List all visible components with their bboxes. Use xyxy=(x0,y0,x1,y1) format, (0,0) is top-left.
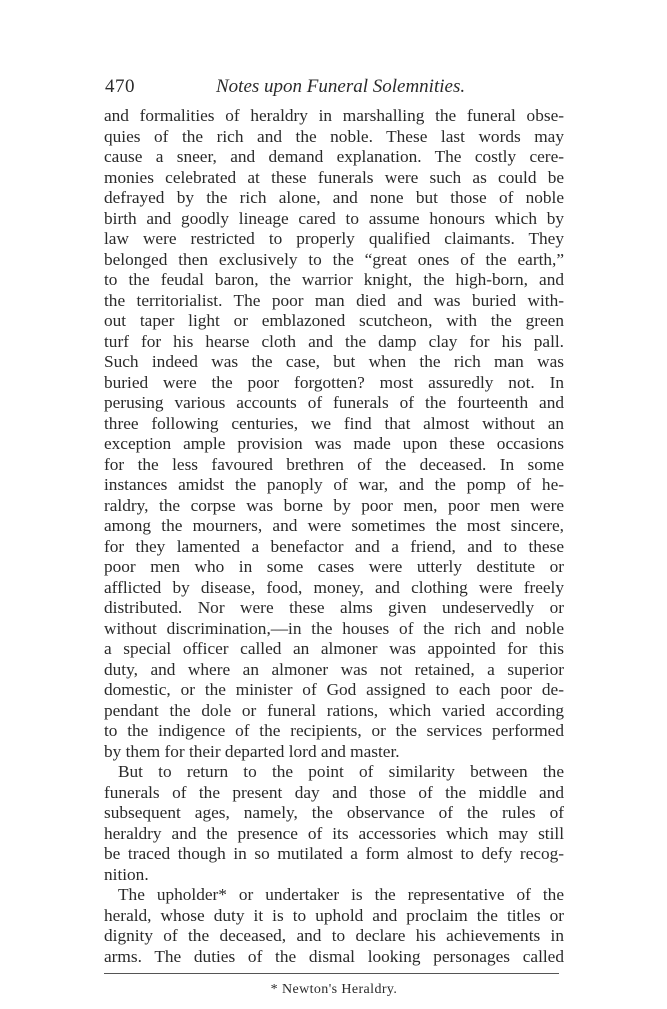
text-line: without discrimination,—in the houses of the rich and noble xyxy=(104,618,564,638)
text-line: distributed. Nor were these alms given undeservedly or xyxy=(104,598,564,617)
text-line: by them for their departed lord and master. xyxy=(104,741,400,761)
text-line: among the mourners, and were sometimes the most sincere, xyxy=(104,516,564,535)
text-line: for they lamented a benefactor and a friend, and to these xyxy=(104,536,564,556)
text-line: raldry, the corpse was borne by poor men, poor men were xyxy=(104,495,564,515)
text-line: belonged then exclusively to the “great ones of the earth,” xyxy=(104,249,564,269)
text-line: perusing various accounts of funerals of the fourteenth and xyxy=(104,393,564,412)
text-line: to the indigence of the recipients, or the services performed xyxy=(104,721,564,740)
text-line: domestic, or the minister of God assigned to each poor de- xyxy=(104,680,564,699)
text-line: arms. The duties of the dismal looking personages called xyxy=(104,946,564,966)
footnote-divider xyxy=(104,973,559,974)
text-line: duty, and where an almoner was not retained, a superior xyxy=(104,659,564,679)
text-line: But to return to the point of similarity between the xyxy=(118,762,564,781)
text-line: funerals of the present day and those of the middle and xyxy=(104,782,564,802)
running-title: Notes upon Funeral Solemnities. xyxy=(216,76,466,97)
text-line: herald, whose duty it is to uphold and proclaim the titles or xyxy=(104,905,564,925)
text-line: law were restricted to properly qualified claimants. They xyxy=(104,229,564,248)
text-line: subsequent ages, namely, the observance of the rules of xyxy=(104,803,564,822)
page-header xyxy=(104,76,564,106)
text-line: nition. xyxy=(104,864,149,884)
text-line: poor men who in some cases were utterly destitute or xyxy=(104,557,564,576)
text-line: instances amidst the panoply of war, and the pomp of he- xyxy=(104,475,564,494)
text-line: and formalities of heraldry in marshalling the funeral obse- xyxy=(104,106,564,125)
text-line: dignity of the deceased, and to declare his achievements in xyxy=(104,926,564,945)
text-line: birth and goodly lineage cared to assume honours which by xyxy=(104,208,564,228)
text-line: The upholder* or undertaker is the representative of the xyxy=(118,885,564,904)
text-line: afflicted by disease, food, money, and clothing were freely xyxy=(104,577,564,597)
text-line: three following centuries, we find that almost without an xyxy=(104,413,564,433)
text-line: quies of the rich and the noble. These last words may xyxy=(104,126,564,146)
text-line: pendant the dole or funeral rations, which varied according xyxy=(104,700,564,720)
text-line: heraldry and the presence of its accessories which may still xyxy=(104,823,564,843)
body-text xyxy=(104,106,564,967)
text-line: to the feudal baron, the warrior knight, the high-born, and xyxy=(104,270,564,289)
book-page xyxy=(104,76,564,998)
text-line: exception ample provision was made upon these occasions xyxy=(104,434,564,453)
text-line: cause a sneer, and demand explanation. The costly cere- xyxy=(104,147,564,166)
footnote: * Newton's Heraldry. xyxy=(270,982,398,997)
text-line: the territorialist. The poor man died and was buried with- xyxy=(104,290,564,310)
text-line: monies celebrated at these funerals were such as could be xyxy=(104,167,564,187)
text-line: defrayed by the rich alone, and none but those of noble xyxy=(104,188,564,207)
text-line: for the less favoured brethren of the deceased. In some xyxy=(104,454,564,474)
text-line: turf for his hearse cloth and the damp clay for his pall. xyxy=(104,331,564,351)
text-line: buried were the poor forgotten? most assuredly not. In xyxy=(104,372,564,392)
text-line: be traced though in so mutilated a form almost to defy recog- xyxy=(104,844,564,863)
page-number: 470 xyxy=(105,76,135,97)
text-line: Such indeed was the case, but when the rich man was xyxy=(104,352,564,371)
text-line: a special officer called an almoner was appointed for this xyxy=(104,639,564,658)
text-line: out taper light or emblazoned scutcheon, with the green xyxy=(104,311,564,330)
